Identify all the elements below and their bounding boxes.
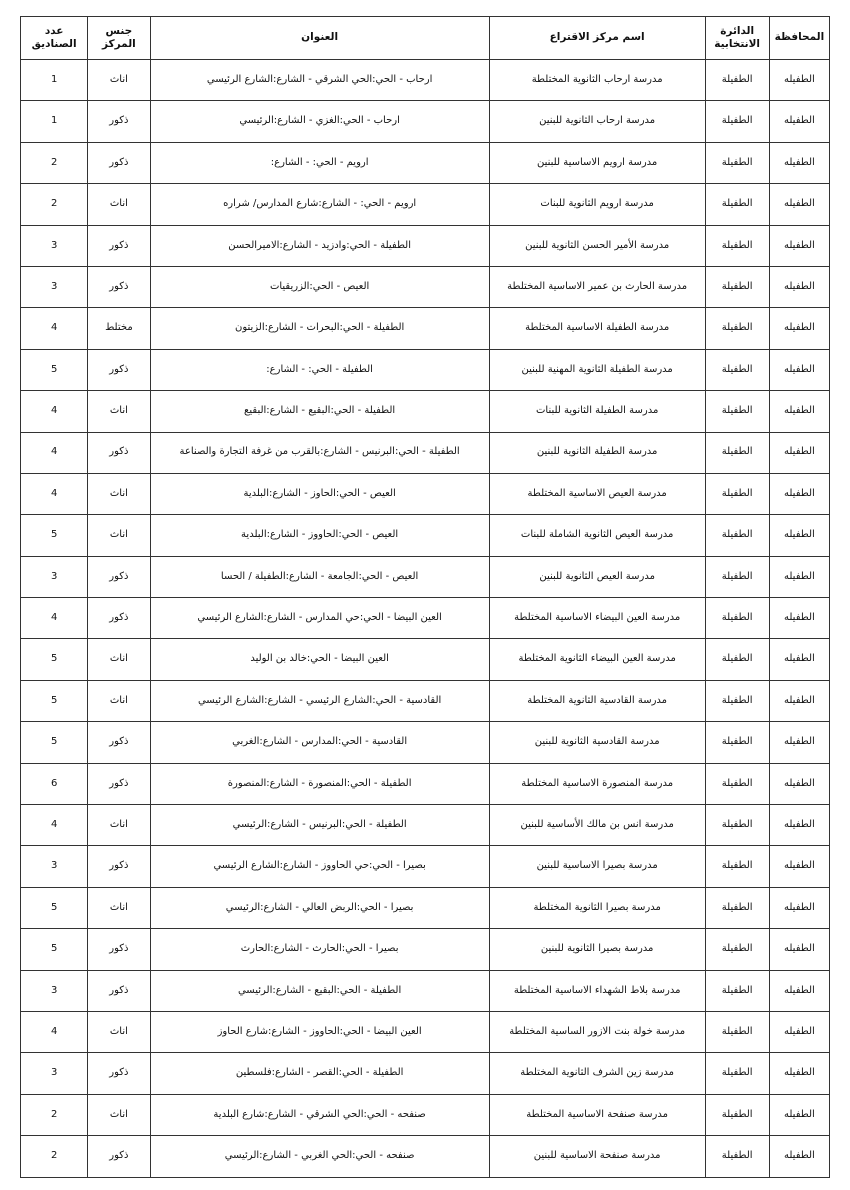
cell-district: الطفيلة xyxy=(705,101,769,142)
table-row xyxy=(21,598,830,639)
table-row xyxy=(21,266,830,307)
cell-center-name: مدرسة الطفيلة الثانوية للبنات xyxy=(489,391,705,432)
table-row xyxy=(21,722,830,763)
table-row xyxy=(21,473,830,514)
cell-center-gender: ذكور xyxy=(88,722,150,763)
cell-district: الطفيلة xyxy=(705,432,769,473)
cell-box-count: 5 xyxy=(21,929,88,970)
cell-address: بصيرا - الحي:الربض العالي - الشارع:الرئيسي xyxy=(150,887,489,928)
cell-center-name: مدرسة القادسية الثانوية المختلطة xyxy=(489,680,705,721)
cell-center-gender: اناث xyxy=(88,60,150,101)
table-row xyxy=(21,846,830,887)
cell-box-count: 5 xyxy=(21,515,88,556)
cell-district: الطفيلة xyxy=(705,308,769,349)
cell-governorate: الطفيله xyxy=(769,639,829,680)
cell-box-count: 4 xyxy=(21,473,88,514)
cell-box-count: 2 xyxy=(21,1136,88,1177)
cell-center-gender: ذكور xyxy=(88,432,150,473)
cell-center-name: مدرسة صنفحة الاساسية للبنين xyxy=(489,1136,705,1177)
table-row xyxy=(21,639,830,680)
cell-center-gender: ذكور xyxy=(88,225,150,266)
cell-governorate: الطفيله xyxy=(769,680,829,721)
cell-district: الطفيلة xyxy=(705,349,769,390)
cell-district: الطفيلة xyxy=(705,929,769,970)
cell-box-count: 3 xyxy=(21,556,88,597)
cell-governorate: الطفيله xyxy=(769,763,829,804)
cell-district: الطفيلة xyxy=(705,763,769,804)
table-row xyxy=(21,391,830,432)
cell-center-gender: اناث xyxy=(88,1011,150,1052)
header-center-name: اسم مركز الاقتراع xyxy=(489,17,705,60)
cell-address: الطفيلة - الحي: - الشارع: xyxy=(150,349,489,390)
cell-address: ارويم - الحي: - الشارع: xyxy=(150,142,489,183)
cell-box-count: 4 xyxy=(21,805,88,846)
cell-address: بصيرا - الحي:الحارث - الشارع:الحارث xyxy=(150,929,489,970)
header-box-count: عدد الصناديق xyxy=(21,17,88,60)
cell-box-count: 5 xyxy=(21,349,88,390)
cell-governorate: الطفيله xyxy=(769,887,829,928)
table-row xyxy=(21,929,830,970)
cell-district: الطفيلة xyxy=(705,1053,769,1094)
table-row xyxy=(21,515,830,556)
cell-box-count: 4 xyxy=(21,391,88,432)
cell-governorate: الطفيله xyxy=(769,473,829,514)
cell-governorate: الطفيله xyxy=(769,1094,829,1135)
table-row xyxy=(21,432,830,473)
cell-box-count: 2 xyxy=(21,142,88,183)
cell-address: الطفيلة - الحي:البرنيس - الشارع:بالقرب من غرفة التجارة والصناعة xyxy=(150,432,489,473)
cell-box-count: 5 xyxy=(21,722,88,763)
cell-district: الطفيلة xyxy=(705,473,769,514)
cell-district: الطفيلة xyxy=(705,391,769,432)
cell-district: الطفيلة xyxy=(705,970,769,1011)
cell-center-name: مدرسة خولة بنت الازور الساسية المختلطة xyxy=(489,1011,705,1052)
cell-center-name: مدرسة بصيرا الثانوية المختلطة xyxy=(489,887,705,928)
cell-district: الطفيلة xyxy=(705,887,769,928)
cell-center-gender: اناث xyxy=(88,473,150,514)
cell-governorate: الطفيله xyxy=(769,391,829,432)
table-row xyxy=(21,970,830,1011)
cell-box-count: 2 xyxy=(21,184,88,225)
cell-center-gender: ذكور xyxy=(88,101,150,142)
header-address: العنوان xyxy=(150,17,489,60)
table-header-row xyxy=(21,17,830,60)
cell-box-count: 5 xyxy=(21,887,88,928)
cell-center-name: مدرسة العيص الثانوية للبنين xyxy=(489,556,705,597)
cell-address: العين البيضا - الحي:حي المدارس - الشارع:الشارع الرئيسي xyxy=(150,598,489,639)
cell-governorate: الطفيله xyxy=(769,432,829,473)
cell-governorate: الطفيله xyxy=(769,142,829,183)
cell-governorate: الطفيله xyxy=(769,970,829,1011)
cell-address: العيص - الحي:الحاوز - الشارع:البلدية xyxy=(150,473,489,514)
cell-box-count: 6 xyxy=(21,763,88,804)
cell-center-gender: ذكور xyxy=(88,266,150,307)
cell-governorate: الطفيله xyxy=(769,846,829,887)
cell-center-name: مدرسة القادسية الثانوية للبنين xyxy=(489,722,705,763)
cell-governorate: الطفيله xyxy=(769,308,829,349)
cell-center-name: مدرسة العيص الاساسية المختلطة xyxy=(489,473,705,514)
table-row xyxy=(21,184,830,225)
cell-box-count: 3 xyxy=(21,846,88,887)
cell-center-name: مدرسة المنصورة الاساسية المختلطة xyxy=(489,763,705,804)
cell-center-name: مدرسة العيص الثانوية الشاملة للبنات xyxy=(489,515,705,556)
cell-governorate: الطفيله xyxy=(769,515,829,556)
cell-district: الطفيلة xyxy=(705,1094,769,1135)
cell-center-name: مدرسة ارحاب الثانوية للبنين xyxy=(489,101,705,142)
cell-governorate: الطفيله xyxy=(769,60,829,101)
cell-center-name: مدرسة الطفيلة الثانوية المهنية للبنين xyxy=(489,349,705,390)
cell-center-name: مدرسة العين البيضاء الاساسية المختلطة xyxy=(489,598,705,639)
table-row xyxy=(21,142,830,183)
cell-address: العين البيضا - الحي:خالد بن الوليد xyxy=(150,639,489,680)
cell-address: ارحاب - الحي:الغزي - الشارع:الرئيسي xyxy=(150,101,489,142)
table-row xyxy=(21,1011,830,1052)
cell-box-count: 4 xyxy=(21,598,88,639)
cell-center-gender: ذكور xyxy=(88,846,150,887)
cell-center-gender: ذكور xyxy=(88,1136,150,1177)
cell-district: الطفيلة xyxy=(705,60,769,101)
table-row xyxy=(21,763,830,804)
cell-center-name: مدرسة زين الشرف الثانوية المختلطة xyxy=(489,1053,705,1094)
cell-center-gender: اناث xyxy=(88,1094,150,1135)
cell-center-gender: ذكور xyxy=(88,142,150,183)
header-district: الدائرة الانتخابية xyxy=(705,17,769,60)
cell-box-count: 1 xyxy=(21,60,88,101)
cell-address: بصيرا - الحي:حي الحاووز - الشارع:الشارع الرئيسي xyxy=(150,846,489,887)
cell-center-name: مدرسة ارحاب الثانوية المختلطة xyxy=(489,60,705,101)
cell-address: العيص - الحي:الزريقيات xyxy=(150,266,489,307)
cell-center-gender: اناث xyxy=(88,639,150,680)
cell-district: الطفيلة xyxy=(705,184,769,225)
cell-center-gender: ذكور xyxy=(88,763,150,804)
cell-center-gender: ذكور xyxy=(88,970,150,1011)
cell-center-gender: مختلط xyxy=(88,308,150,349)
cell-center-gender: ذكور xyxy=(88,1053,150,1094)
cell-address: الطفيلة - الحي:القصر - الشارع:فلسطين xyxy=(150,1053,489,1094)
table-row xyxy=(21,887,830,928)
cell-address: الطفيلة - الحي:البحرات - الشارع:الزيتون xyxy=(150,308,489,349)
table-row xyxy=(21,308,830,349)
cell-address: العين البيضا - الحي:الحاووز - الشارع:شارع الحاوز xyxy=(150,1011,489,1052)
cell-center-name: مدرسة بصيرا الاساسية للبنين xyxy=(489,846,705,887)
cell-box-count: 5 xyxy=(21,680,88,721)
cell-center-name: مدرسة انس بن مالك الأساسية للبنين xyxy=(489,805,705,846)
table-row xyxy=(21,680,830,721)
cell-box-count: 4 xyxy=(21,1011,88,1052)
cell-center-name: مدرسة بلاط الشهداء الاساسية المختلطة xyxy=(489,970,705,1011)
cell-address: صنفحه - الحي:الحي الغربي - الشارع:الرئيسي xyxy=(150,1136,489,1177)
cell-center-name: مدرسة الطفيلة الثانوية للبنين xyxy=(489,432,705,473)
cell-address: الطفيلة - الحي:البقيع - الشارع:البقيع xyxy=(150,391,489,432)
cell-box-count: 3 xyxy=(21,1053,88,1094)
cell-box-count: 4 xyxy=(21,432,88,473)
cell-center-gender: اناث xyxy=(88,887,150,928)
cell-governorate: الطفيله xyxy=(769,929,829,970)
cell-governorate: الطفيله xyxy=(769,722,829,763)
cell-district: الطفيلة xyxy=(705,142,769,183)
cell-address: القادسية - الحي:المدارس - الشارع:الغربي xyxy=(150,722,489,763)
cell-governorate: الطفيله xyxy=(769,1053,829,1094)
cell-box-count: 3 xyxy=(21,225,88,266)
cell-center-name: مدرسة الحارث بن عمير الاساسية المختلطة xyxy=(489,266,705,307)
cell-center-name: مدرسة الأمير الحسن الثانوية للبنين xyxy=(489,225,705,266)
cell-box-count: 4 xyxy=(21,308,88,349)
cell-district: الطفيلة xyxy=(705,225,769,266)
cell-center-name: مدرسة ارويم الثانوية للبنات xyxy=(489,184,705,225)
table-row xyxy=(21,101,830,142)
cell-district: الطفيلة xyxy=(705,680,769,721)
header-governorate: المحافظة xyxy=(769,17,829,60)
cell-address: الطفيلة - الحي:وادزيد - الشارع:الاميرالحسن xyxy=(150,225,489,266)
cell-district: الطفيلة xyxy=(705,722,769,763)
cell-governorate: الطفيله xyxy=(769,556,829,597)
cell-governorate: الطفيله xyxy=(769,101,829,142)
cell-address: الطفيلة - الحي:البقيع - الشارع:الرئيسي xyxy=(150,970,489,1011)
cell-address: ارحاب - الحي:الحي الشرقي - الشارع:الشارع الرئيسي xyxy=(150,60,489,101)
header-center-gender: جنس المركز xyxy=(88,17,150,60)
cell-district: الطفيلة xyxy=(705,598,769,639)
cell-center-gender: اناث xyxy=(88,515,150,556)
cell-center-gender: ذكور xyxy=(88,929,150,970)
table-row xyxy=(21,805,830,846)
cell-center-gender: ذكور xyxy=(88,598,150,639)
cell-box-count: 3 xyxy=(21,970,88,1011)
cell-address: العيص - الحي:الحاووز - الشارع:البلدية xyxy=(150,515,489,556)
cell-address: العيص - الحي:الجامعة - الشارع:الطفيلة / الحسا xyxy=(150,556,489,597)
cell-box-count: 5 xyxy=(21,639,88,680)
cell-governorate: الطفيله xyxy=(769,1011,829,1052)
polling-centers-table xyxy=(20,16,830,1178)
cell-box-count: 2 xyxy=(21,1094,88,1135)
cell-district: الطفيلة xyxy=(705,556,769,597)
cell-governorate: الطفيله xyxy=(769,598,829,639)
cell-center-gender: ذكور xyxy=(88,556,150,597)
cell-district: الطفيلة xyxy=(705,1011,769,1052)
table-row xyxy=(21,349,830,390)
cell-center-name: مدرسة الطفيلة الاساسية المختلطة xyxy=(489,308,705,349)
cell-governorate: الطفيله xyxy=(769,349,829,390)
cell-governorate: الطفيله xyxy=(769,184,829,225)
cell-district: الطفيلة xyxy=(705,846,769,887)
table-row xyxy=(21,225,830,266)
cell-center-gender: اناث xyxy=(88,805,150,846)
cell-governorate: الطفيله xyxy=(769,805,829,846)
cell-district: الطفيلة xyxy=(705,805,769,846)
cell-center-gender: اناث xyxy=(88,184,150,225)
cell-center-gender: اناث xyxy=(88,680,150,721)
cell-governorate: الطفيله xyxy=(769,225,829,266)
cell-center-gender: اناث xyxy=(88,391,150,432)
table-row xyxy=(21,1094,830,1135)
cell-address: القادسية - الحي:الشارع الرئيسي - الشارع:الشارع الرئيسي xyxy=(150,680,489,721)
cell-district: الطفيلة xyxy=(705,515,769,556)
cell-address: الطفيلة - الحي:المنصورة - الشارع:المنصورة xyxy=(150,763,489,804)
cell-address: صنفحه - الحي:الحي الشرقي - الشارع:شارع البلدية xyxy=(150,1094,489,1135)
cell-district: الطفيلة xyxy=(705,266,769,307)
cell-district: الطفيلة xyxy=(705,639,769,680)
cell-center-gender: ذكور xyxy=(88,349,150,390)
table-row xyxy=(21,1136,830,1177)
table-row xyxy=(21,556,830,597)
cell-box-count: 1 xyxy=(21,101,88,142)
cell-governorate: الطفيله xyxy=(769,266,829,307)
cell-center-name: مدرسة ارويم الاساسية للبنين xyxy=(489,142,705,183)
cell-address: ارويم - الحي: - الشارع:شارع المدارس/ شراره xyxy=(150,184,489,225)
table-row xyxy=(21,60,830,101)
cell-center-name: مدرسة صنفحة الاساسية المختلطة xyxy=(489,1094,705,1135)
cell-address: الطفيلة - الحي:البرنيس - الشارع:الرئيسي xyxy=(150,805,489,846)
cell-box-count: 3 xyxy=(21,266,88,307)
cell-district: الطفيلة xyxy=(705,1136,769,1177)
cell-center-name: مدرسة العين البيضاء الثانوية المختلطة xyxy=(489,639,705,680)
table-row xyxy=(21,1053,830,1094)
cell-center-name: مدرسة بصيرا الثانوية للبنين xyxy=(489,929,705,970)
cell-governorate: الطفيله xyxy=(769,1136,829,1177)
